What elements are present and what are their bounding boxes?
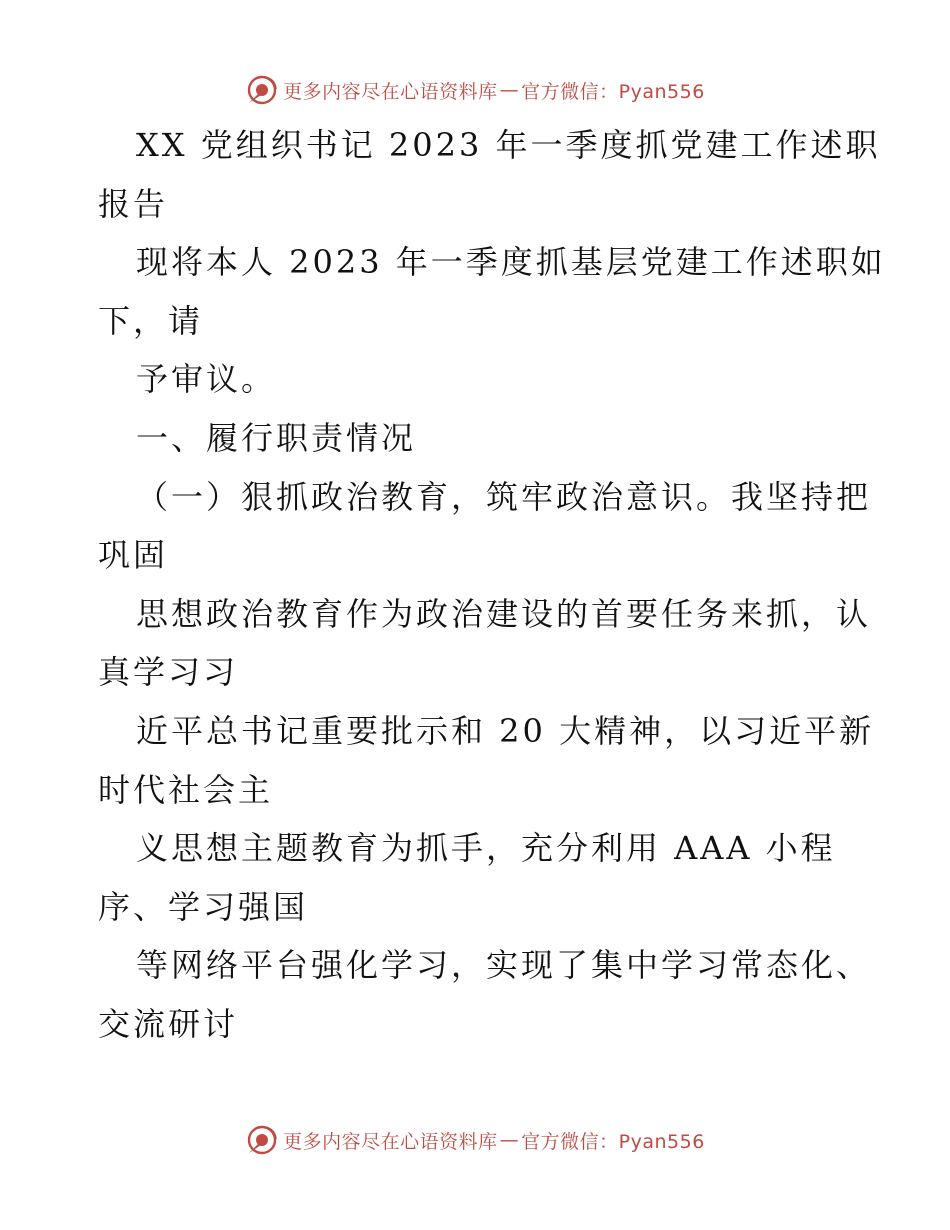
watermark-separator: — [499, 1129, 520, 1151]
watermark-main-text: 更多内容尽在心语资料库 [283, 80, 498, 103]
doc-paragraph-line: 序、学习强国 [98, 887, 309, 926]
doc-title-line-1: XX 党组织书记 2023 年一季度抓党建工作述职 [136, 126, 881, 164]
quill-seal-icon [245, 73, 279, 107]
watermark-contact-text: 官方微信：Pyan556 [521, 1130, 705, 1153]
watermark-separator: — [499, 79, 520, 101]
watermark-contact-text: 官方微信：Pyan556 [521, 80, 705, 103]
footer-watermark [0, 1120, 950, 1160]
doc-paragraph-line: 等网络平台强化学习，实现了集中学习常态化、 [136, 946, 872, 985]
doc-paragraph-line: 下，请 [98, 301, 204, 340]
doc-paragraph-line: 义思想主题教育为抓手，充分利用 AAA 小程 [136, 829, 836, 868]
doc-paragraph-line: 巩固 [98, 536, 169, 575]
doc-section-heading: 一、履行职责情况 [136, 418, 417, 457]
doc-paragraph-line: 真学习习 [98, 653, 239, 692]
doc-paragraph-line: 现将本人 2023 年一季度抓基层党建工作述职如 [136, 243, 886, 282]
header-watermark [0, 70, 950, 110]
quill-seal-icon [245, 1123, 279, 1157]
doc-paragraph-line: 近平总书记重要批示和 20 大精神，以习近平新 [136, 711, 875, 750]
doc-paragraph-line: 交流研讨 [98, 1004, 239, 1043]
doc-paragraph-line: （一）狠抓政治教育，筑牢政治意识。我坚持把 [136, 477, 872, 516]
doc-paragraph-line: 予审议。 [136, 360, 277, 399]
doc-title-line-2: 报告 [98, 184, 169, 223]
watermark-main-text: 更多内容尽在心语资料库 [283, 1130, 498, 1153]
doc-paragraph-line: 思想政治教育作为政治建设的首要任务来抓，认 [136, 594, 872, 633]
document-body [98, 116, 886, 1054]
doc-paragraph-line: 时代社会主 [98, 770, 274, 809]
